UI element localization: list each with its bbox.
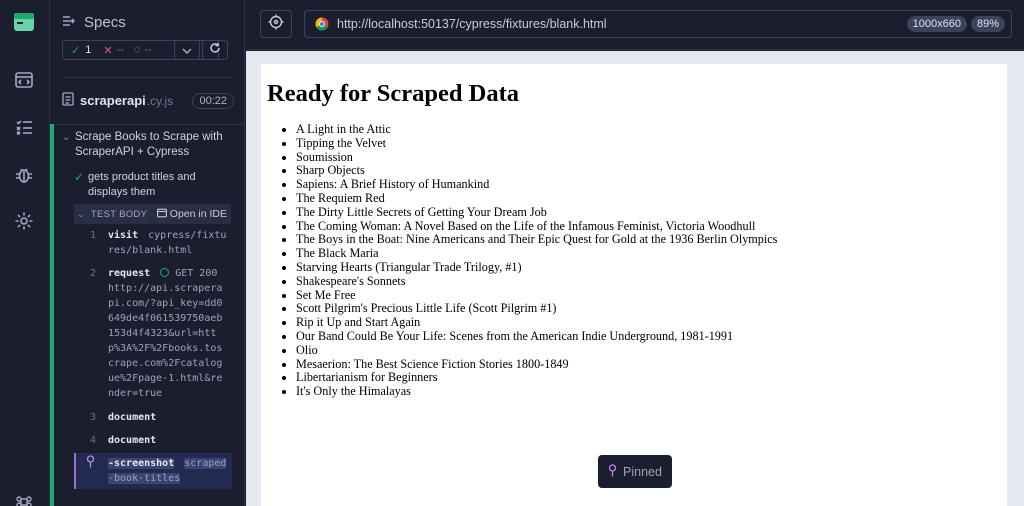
list-item: • The Black Maria xyxy=(296,247,777,261)
reporter-panel xyxy=(50,0,245,506)
chrome-icon xyxy=(315,17,329,31)
list-item: • The Coming Woman: A Novel Based on the Life of the Infamous Feminist, Victoria Woodhull xyxy=(296,220,777,234)
command-message: http://api.scraperapi.com/?api_key=dd0649de4f061539750aeb153d4f4323&url=http%3A%2F%2Fbooks.toscrape.com%2Fcatalogue%2Fpage-1.html&render=true xyxy=(108,283,223,399)
page-heading: Ready for Scraped Data xyxy=(267,80,520,107)
debug-icon[interactable] xyxy=(12,163,36,187)
viewport-size-badge[interactable]: 1000x660 xyxy=(907,16,967,32)
list-item: • Sapiens: A Brief History of Humankind xyxy=(296,178,777,192)
command-log-item[interactable] xyxy=(74,433,231,451)
list-item: • Sharp Objects xyxy=(296,164,777,178)
command-name: -screenshot xyxy=(108,458,175,469)
list-item: • Libertarianism for Beginners xyxy=(296,371,777,385)
list-item: • Soumission xyxy=(296,151,777,165)
pin-icon xyxy=(608,464,617,480)
url-bar[interactable] xyxy=(304,10,1012,38)
spec-duration: 00:22 xyxy=(192,93,234,109)
spec-ext: .cy.js xyxy=(146,93,174,108)
list-item: • The Dirty Little Secrets of Getting Your Dream Job xyxy=(296,206,777,220)
list-item: • It's Only the Himalayas xyxy=(296,385,777,399)
spec-file-row[interactable] xyxy=(62,92,234,109)
list-item: • Mesaerion: The Best Science Fiction Stories 1800-1849 xyxy=(296,358,777,372)
list-item: • The Requiem Red xyxy=(296,192,777,206)
test-title: gets product titles and displays them xyxy=(88,171,196,198)
list-item: • The Boys in the Boat: Nine Americans and Their Epic Quest for Gold at the 1936 Berlin Olympics xyxy=(296,233,777,247)
list-item: • Our Band Could Be Your Life: Scenes from the American Indie Underground, 1981-1991 xyxy=(296,330,777,344)
ide-icon xyxy=(157,208,167,221)
test-body-label: TEST BODY xyxy=(90,208,148,220)
options-dropdown[interactable] xyxy=(174,40,200,60)
check-icon: ✓ xyxy=(71,44,81,57)
address-bar-area xyxy=(246,0,1024,50)
list-item: • Starving Hearts (Triangular Trade Trilogy, #1) xyxy=(296,261,777,275)
cypress-logo-icon[interactable] xyxy=(10,8,38,36)
list-item: • Rip it Up and Start Again xyxy=(296,316,777,330)
command-log-item[interactable] xyxy=(74,266,231,406)
request-status-badge xyxy=(160,268,217,279)
divider xyxy=(62,77,232,78)
list-item: • Set Me Free xyxy=(296,289,777,303)
file-icon xyxy=(62,92,74,109)
command-log-item[interactable] xyxy=(74,228,231,260)
list-item: • Tipping the Velvet xyxy=(296,137,777,151)
command-number: 4 xyxy=(89,435,96,446)
specs-title: Specs xyxy=(84,14,126,31)
chevron-down-icon xyxy=(182,41,192,59)
rerun-button[interactable] xyxy=(202,40,228,60)
refresh-icon xyxy=(209,41,221,59)
test-body-header[interactable] xyxy=(74,204,231,224)
check-icon: ✓ xyxy=(74,170,85,184)
command-number: 2 xyxy=(89,268,96,279)
command-name: document xyxy=(108,435,157,446)
command-log-item-pinned[interactable] xyxy=(74,453,232,489)
pinned-snapshot-button[interactable] xyxy=(598,455,672,488)
divider xyxy=(50,124,245,125)
suite-title: Scrape Books to Scrape with ScraperAPI + Cypress xyxy=(75,131,223,158)
passed-count: 1 xyxy=(85,44,92,56)
list-item: • Shakespeare's Sonnets xyxy=(296,275,777,289)
suite-title-row[interactable] xyxy=(62,130,234,160)
app-under-test-frame xyxy=(261,64,1007,506)
specs-header[interactable] xyxy=(62,14,126,31)
spinner-icon: ◌ xyxy=(133,44,141,56)
specs-icon xyxy=(62,14,76,31)
list-item: • A Light in the Attic xyxy=(296,123,777,137)
command-message: scraped-book-titles xyxy=(108,458,227,484)
runs-icon[interactable] xyxy=(12,115,36,139)
open-in-ide-label: Open in IDE xyxy=(169,208,227,220)
nav-rail xyxy=(0,0,50,506)
command-number: 1 xyxy=(89,230,96,241)
keyboard-shortcuts-icon[interactable] xyxy=(12,490,36,506)
crosshair-icon xyxy=(268,14,284,35)
list-item: • Olio xyxy=(296,344,777,358)
status-circle-icon xyxy=(160,268,169,277)
url-text: http://localhost:50137/cypress/fixtures/blank.html xyxy=(337,17,607,31)
command-number: 3 xyxy=(89,412,96,423)
command-name: document xyxy=(108,412,157,423)
chevron-down-icon: ⌄ xyxy=(62,132,71,143)
selector-playground-button[interactable] xyxy=(260,10,292,38)
open-in-ide-button[interactable] xyxy=(157,208,231,221)
spec-name: scraperapi xyxy=(80,93,146,108)
test-title-row[interactable] xyxy=(74,170,232,200)
request-status: GET 200 xyxy=(175,268,218,279)
command-message: cypress/fixtures/blank.html xyxy=(108,230,227,256)
command-name: visit xyxy=(108,230,139,241)
pin-icon xyxy=(86,455,95,473)
command-log-item[interactable] xyxy=(74,410,231,428)
settings-icon[interactable] xyxy=(12,209,36,233)
command-name: request xyxy=(108,268,151,279)
book-list xyxy=(296,123,777,399)
failed-count: -- xyxy=(116,44,124,56)
suite-pass-indicator xyxy=(50,124,54,506)
chevron-down-icon: ⌄ xyxy=(77,208,85,219)
zoom-badge: 89% xyxy=(971,16,1005,32)
pinned-label: Pinned xyxy=(623,464,662,479)
pending-count: -- xyxy=(144,44,152,56)
x-icon: ✕ xyxy=(103,44,113,57)
list-item: • Scott Pilgrim's Precious Little Life (Scott Pilgrim #1) xyxy=(296,302,777,316)
specs-list-icon[interactable] xyxy=(12,68,36,92)
